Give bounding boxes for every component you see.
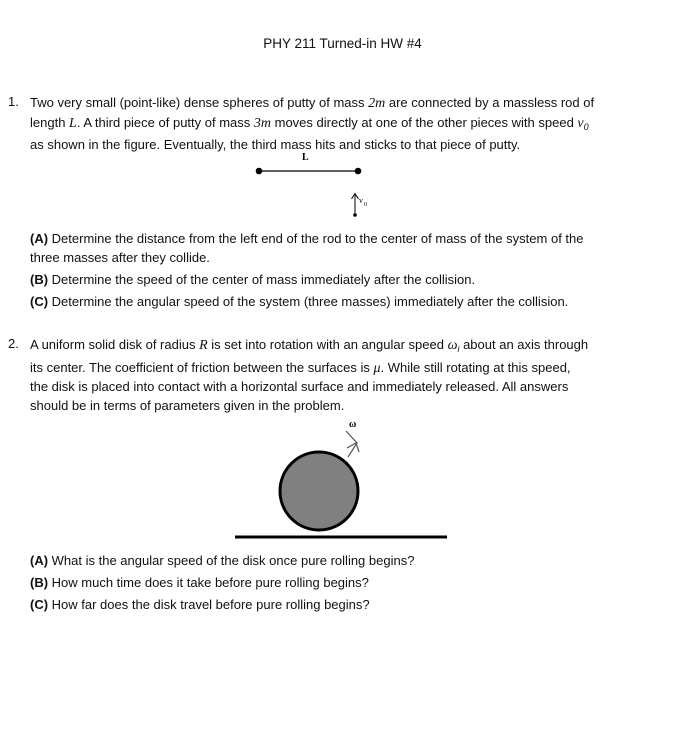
problem-1-line-1: Two very small (point-like) dense spheres of putty of mass 2m are connected by a massless rod of bbox=[30, 95, 595, 111]
velocity-subscript: 0 bbox=[364, 202, 367, 208]
omega-label: ω bbox=[349, 419, 357, 430]
rod-length-label: L bbox=[302, 152, 309, 163]
problem-1-number: 1. bbox=[8, 94, 19, 109]
rotation-arrow-head bbox=[347, 443, 359, 452]
problem-1-statement bbox=[30, 94, 594, 155]
velocity-label: v bbox=[359, 196, 363, 205]
rod-figure bbox=[245, 148, 385, 223]
problem-2-line-4: should be in terms of parameters given in the problem. bbox=[30, 397, 345, 413]
right-mass bbox=[355, 168, 362, 175]
problem-2-line-1: A uniform solid disk of radius R is set into rotation with an angular speed $\omega_i$ about an axis through bbox=[30, 337, 589, 354]
problem-2-number: 2. bbox=[8, 336, 19, 351]
left-mass bbox=[256, 168, 263, 175]
problem-1-line-3: as shown in the figure. Eventually, the third mass hits and sticks to that piece of putty. bbox=[30, 137, 521, 152]
problem-1-line-2: length L. A third piece of putty of mass 3m moves directly at one of the other pieces with speed $v_0$ bbox=[30, 114, 589, 132]
problem-2-part-c: (C) How far does the disk travel before pure rolling begins? bbox=[30, 597, 370, 612]
solid-disk bbox=[280, 452, 358, 530]
incoming-mass bbox=[353, 213, 357, 217]
problem-1-part-b: (B) Determine the speed of the center of mass immediately after the collision. bbox=[30, 272, 476, 287]
problem-1-part-a: (A) Determine the distance from the left end of the rod to the center of mass of the system of the three masses after they collide. bbox=[30, 231, 584, 265]
problem-1-part-c: (C) Determine the angular speed of the system (three masses) immediately after the collision. bbox=[30, 294, 569, 309]
problem-2-statement bbox=[30, 336, 588, 415]
problem-2-part-a: (A) What is the angular speed of the disk once pure rolling begins? bbox=[30, 553, 415, 568]
problem-2-line-2: its center. The coefficient of friction between the surfaces is μ. While still rotating at this speed, bbox=[30, 359, 571, 376]
problem-2-part-b: (B) How much time does it take before pure rolling begins? bbox=[30, 575, 369, 590]
disk-figure bbox=[230, 412, 455, 544]
problem-2-line-3: the disk is placed into contact with a horizontal surface and immediately released. All answers bbox=[30, 379, 569, 394]
page-title: PHY 211 Turned-in HW #4 bbox=[263, 36, 422, 51]
